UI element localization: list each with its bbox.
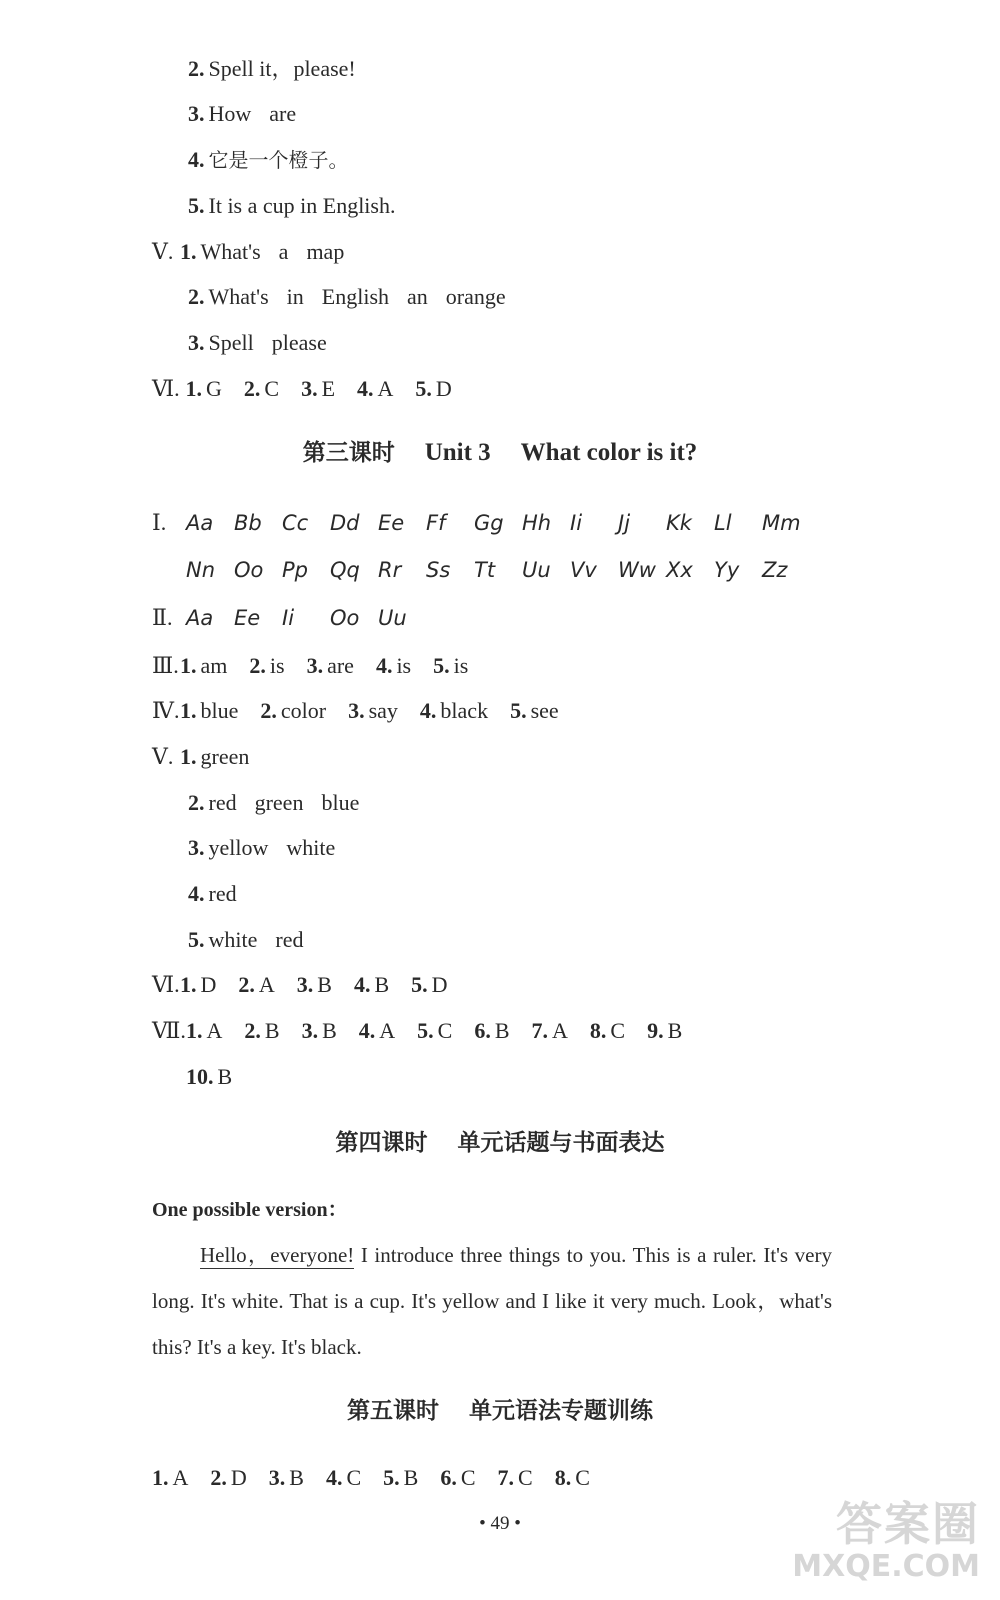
lesson-title: 第三课时 — [302, 440, 395, 466]
answer-word: yellow — [208, 835, 269, 860]
letter-pair: Rr — [378, 558, 402, 582]
lesson-subtitle: 单元语法专题训练 — [469, 1398, 653, 1424]
answer-item — [326, 1463, 361, 1493]
letter-pair: Pp — [282, 558, 308, 582]
item-number: 1. — [180, 972, 197, 997]
lesson-heading-5 — [0, 1394, 1000, 1428]
answer-item — [383, 1463, 418, 1493]
answer-text: D — [230, 1465, 247, 1490]
answer-word: an — [407, 284, 428, 309]
answer-item — [244, 374, 279, 404]
answer-line — [188, 99, 296, 129]
answer-item — [297, 970, 332, 1000]
item-number: 6. — [440, 1465, 457, 1490]
item-number: 3. — [301, 376, 318, 401]
answer-word: red — [208, 790, 237, 815]
answer-text: A — [172, 1465, 189, 1490]
answer-line — [188, 191, 395, 221]
item-number: 2. — [243, 376, 261, 401]
section-vii-line-cont — [186, 1062, 232, 1092]
answer-word: How — [208, 101, 252, 126]
section-v-line-3 — [188, 328, 327, 358]
letter-pair: Jj — [618, 511, 631, 535]
lesson-title: 第五课时 — [347, 1398, 439, 1424]
answer-item — [348, 696, 398, 726]
answer-item — [180, 696, 238, 726]
answer-text: is — [453, 653, 469, 678]
section-i-row-2 — [186, 555, 810, 585]
sample-essay — [152, 1232, 832, 1370]
item-number: 2. — [188, 284, 205, 309]
item-number: 3. — [296, 972, 314, 997]
answer-word: orange — [445, 284, 506, 309]
answer-text: 它是一个橙子。 — [208, 148, 349, 172]
answer-item — [186, 374, 222, 404]
item-number: 2. — [210, 1465, 227, 1490]
letter-pair: Tt — [474, 558, 496, 582]
answer-text: say — [368, 698, 398, 723]
letter-pair: Aa — [186, 606, 214, 630]
section-numeral: Ⅱ. — [152, 605, 173, 630]
section-numeral: Ⅲ. — [152, 653, 179, 678]
section-vi2-line — [152, 970, 470, 1000]
section-vii-line — [152, 1016, 704, 1046]
item-number: 2. — [188, 790, 205, 815]
section-numeral: Ⅵ. — [152, 972, 180, 997]
section-i-row-1 — [152, 508, 810, 538]
answer-item — [555, 1463, 590, 1493]
item-number: 4. — [419, 698, 437, 723]
answer-text: is — [269, 653, 285, 678]
section-numeral: Ⅴ. — [152, 239, 174, 264]
item-number: 3. — [268, 1465, 286, 1490]
section-iii-line — [152, 651, 490, 681]
letter-pair: Gg — [474, 511, 504, 535]
answer-text: E — [321, 376, 336, 401]
item-number: 2. — [249, 653, 266, 678]
section-v2-line-3 — [188, 833, 335, 863]
answer-text: It is a cup in English. — [208, 193, 396, 218]
answer-item — [357, 374, 393, 404]
letter-pair: Ss — [426, 558, 451, 582]
item-number: 4. — [188, 881, 205, 906]
section-numeral: Ⅶ. — [152, 1018, 186, 1043]
answer-item — [301, 374, 335, 404]
answer-text: C — [437, 1018, 453, 1043]
watermark-top: 答案圈 — [836, 1497, 980, 1551]
item-number: 10. — [186, 1064, 214, 1089]
answer-text: are — [327, 653, 354, 678]
answer-text: B — [374, 972, 390, 997]
lesson-heading-3 — [0, 436, 1000, 470]
letter-pair: Vv — [570, 558, 597, 582]
letter-pair: Nn — [186, 558, 216, 582]
answer-item — [532, 1016, 568, 1046]
item-number: 4. — [375, 653, 393, 678]
page-number: • 49 • — [479, 1513, 521, 1534]
essay-underlined-phrase: Hello，everyone! — [200, 1243, 355, 1267]
answer-item — [415, 374, 451, 404]
item-number: 7. — [497, 1465, 515, 1490]
answer-item — [359, 1016, 395, 1046]
answer-text: C — [575, 1465, 590, 1490]
answer-line — [188, 54, 356, 84]
item-number: 5. — [188, 193, 205, 218]
letter-pair: Oo — [234, 558, 264, 582]
item-number: 5. — [415, 376, 432, 401]
section-v2-line-2 — [188, 788, 359, 818]
item-number: 5. — [188, 927, 205, 952]
letter-pair: Hh — [522, 511, 552, 535]
item-number: 2. — [188, 56, 205, 81]
answer-word: red — [208, 881, 237, 906]
answer-word: red — [275, 927, 304, 952]
version-label: One possible version： — [152, 1199, 348, 1221]
answer-item — [249, 651, 284, 681]
item-number: 1. — [180, 239, 197, 264]
answer-item — [238, 970, 274, 1000]
answer-item — [354, 970, 389, 1000]
item-number: 8. — [554, 1465, 572, 1490]
letter-pair: Ii — [282, 606, 295, 630]
item-number: 5. — [433, 653, 450, 678]
item-number: 6. — [474, 1018, 491, 1043]
answer-word: a — [278, 239, 289, 264]
section-ii-line — [152, 603, 426, 633]
item-number: 5. — [383, 1465, 400, 1490]
answer-text: D — [435, 376, 452, 401]
answer-text: C — [460, 1465, 476, 1490]
item-number: 8. — [589, 1018, 607, 1043]
item-number: 1. — [186, 1018, 203, 1043]
answer-item — [411, 970, 447, 1000]
answer-text: color — [280, 698, 327, 723]
item-number: 3. — [188, 330, 205, 355]
answer-item — [307, 651, 354, 681]
letter-pair: Cc — [282, 511, 309, 535]
unit-label: Unit 3 — [424, 439, 491, 466]
lesson-subtitle: 单元话题与书面表达 — [457, 1130, 665, 1156]
answer-item — [440, 1463, 475, 1493]
item-number: 5. — [510, 698, 527, 723]
answer-item — [433, 651, 468, 681]
answer-text: am — [200, 653, 228, 678]
answer-item — [376, 651, 411, 681]
item-number: 2. — [260, 698, 277, 723]
answer-word: please — [271, 330, 327, 355]
item-number: 4. — [325, 1465, 343, 1490]
section-numeral: Ⅰ. — [152, 510, 167, 535]
letter-pair: Kk — [666, 511, 692, 535]
letter-pair: Ww — [618, 558, 656, 582]
answer-item — [590, 1016, 625, 1046]
answer-text: A — [552, 1018, 568, 1043]
item-number: 3. — [188, 835, 205, 860]
answer-word: in — [286, 284, 304, 309]
item-number: 1. — [152, 1465, 169, 1490]
answer-item — [269, 1463, 304, 1493]
answer-item — [510, 696, 559, 726]
item-number: 1. — [185, 376, 202, 401]
watermark-logo — [792, 1498, 980, 1584]
answer-text: D — [431, 972, 448, 997]
letter-pair: Mm — [762, 511, 801, 535]
answer-item — [244, 1016, 279, 1046]
item-number: 5. — [411, 972, 428, 997]
letter-pair: Ff — [426, 511, 446, 535]
letter-pair: Bb — [234, 511, 262, 535]
answer-text: C — [346, 1465, 362, 1490]
section-numeral: Ⅵ. — [152, 376, 180, 401]
section-v2-line-1 — [152, 742, 249, 772]
lesson-heading-4 — [0, 1126, 1000, 1160]
answer-text: B — [317, 972, 332, 997]
letter-pair: Qq — [330, 558, 360, 582]
answer-text: B — [322, 1018, 337, 1043]
item-number: 1. — [180, 698, 197, 723]
answer-text: B — [494, 1018, 510, 1043]
letter-pair: Xx — [666, 558, 693, 582]
answer-word: blue — [321, 790, 360, 815]
answer-text: C — [264, 376, 280, 401]
item-number: 1. — [180, 744, 197, 769]
answer-text: B — [217, 1064, 233, 1089]
letter-pair: Ee — [378, 511, 405, 535]
letter-pair: Ll — [714, 511, 732, 535]
answer-item — [186, 1016, 222, 1046]
section-numeral: Ⅳ. — [152, 698, 180, 723]
letter-pair: Oo — [330, 606, 360, 630]
answer-text: blue — [200, 698, 239, 723]
section-numeral: Ⅴ. — [152, 744, 174, 769]
letter-pair: Yy — [714, 558, 740, 582]
answer-item — [420, 696, 488, 726]
answer-text: A — [206, 1018, 223, 1043]
answer-text: black — [440, 698, 489, 723]
answer-word: white — [208, 927, 258, 952]
item-number: 7. — [531, 1018, 549, 1043]
unit-title: What color is it? — [520, 439, 698, 466]
answer-line — [188, 145, 349, 175]
letter-pair: Uu — [522, 558, 551, 582]
item-number: 4. — [188, 147, 205, 172]
item-number: 2. — [238, 972, 255, 997]
item-number: 2. — [244, 1018, 261, 1043]
answer-text: C — [610, 1018, 626, 1043]
section-vi-line — [152, 374, 474, 404]
essay-text: I introduce three things to you. This is a ruler. It's very long. It's white. That is a cup. It's yellow and I like it very much. Look，what's this? It's a key. It's black. — [152, 1243, 832, 1359]
answer-text: Spell it，please! — [208, 56, 356, 81]
answer-text: G — [206, 376, 222, 401]
answer-text: is — [396, 653, 412, 678]
letter-pair: Zz — [762, 558, 788, 582]
lesson-title: 第四课时 — [335, 1130, 428, 1156]
item-number: 3. — [301, 1018, 319, 1043]
answer-text: B — [264, 1018, 280, 1043]
letter-pair: Ee — [234, 606, 261, 630]
letter-pair: Ii — [570, 511, 583, 535]
section-v-line-2 — [188, 282, 506, 312]
answer-item — [260, 696, 326, 726]
section-v2-line-5 — [188, 925, 303, 955]
section-v-line-1 — [152, 237, 344, 267]
item-number: 3. — [306, 653, 324, 678]
item-number: 1. — [180, 653, 197, 678]
section-v2-line-4 — [188, 879, 237, 909]
answer-item — [474, 1016, 509, 1046]
answer-text: B — [667, 1018, 683, 1043]
answer-word: green — [254, 790, 304, 815]
answer-item — [180, 651, 227, 681]
answer-item — [180, 970, 216, 1000]
section-iv-line — [152, 696, 581, 726]
answer-word: map — [306, 239, 345, 264]
answer-word: Spell — [208, 330, 254, 355]
answer-text: A — [377, 376, 394, 401]
answer-item — [152, 1463, 188, 1493]
watermark-bottom: MXQE.COM — [792, 1549, 980, 1584]
answer-text: A — [258, 972, 275, 997]
answer-item — [302, 1016, 337, 1046]
item-number: 4. — [357, 376, 374, 401]
letter-pair: Aa — [186, 511, 214, 535]
answer-item — [647, 1016, 682, 1046]
item-number: 9. — [647, 1018, 664, 1043]
item-number: 4. — [358, 1018, 376, 1043]
answer-word: What's — [208, 284, 269, 309]
item-number: 3. — [188, 101, 205, 126]
answer-word: green — [200, 744, 250, 769]
letter-pair: Dd — [330, 511, 360, 535]
letter-pair: Uu — [378, 606, 407, 630]
answer-item — [417, 1016, 452, 1046]
answer-text: see — [530, 698, 559, 723]
answer-text: C — [518, 1465, 533, 1490]
answer-text: B — [289, 1465, 304, 1490]
item-number: 4. — [353, 972, 371, 997]
answer-text: D — [200, 972, 217, 997]
item-number: 5. — [417, 1018, 434, 1043]
answer-text: A — [379, 1018, 396, 1043]
answer-word: English — [321, 284, 390, 309]
item-number: 3. — [348, 698, 365, 723]
answer-word: What's — [200, 239, 261, 264]
answer-text: B — [403, 1465, 419, 1490]
answer-item — [498, 1463, 533, 1493]
answer-word: white — [286, 835, 336, 860]
grammar-answers-line — [152, 1463, 612, 1493]
answer-item — [210, 1463, 246, 1493]
answer-word: are — [269, 101, 297, 126]
